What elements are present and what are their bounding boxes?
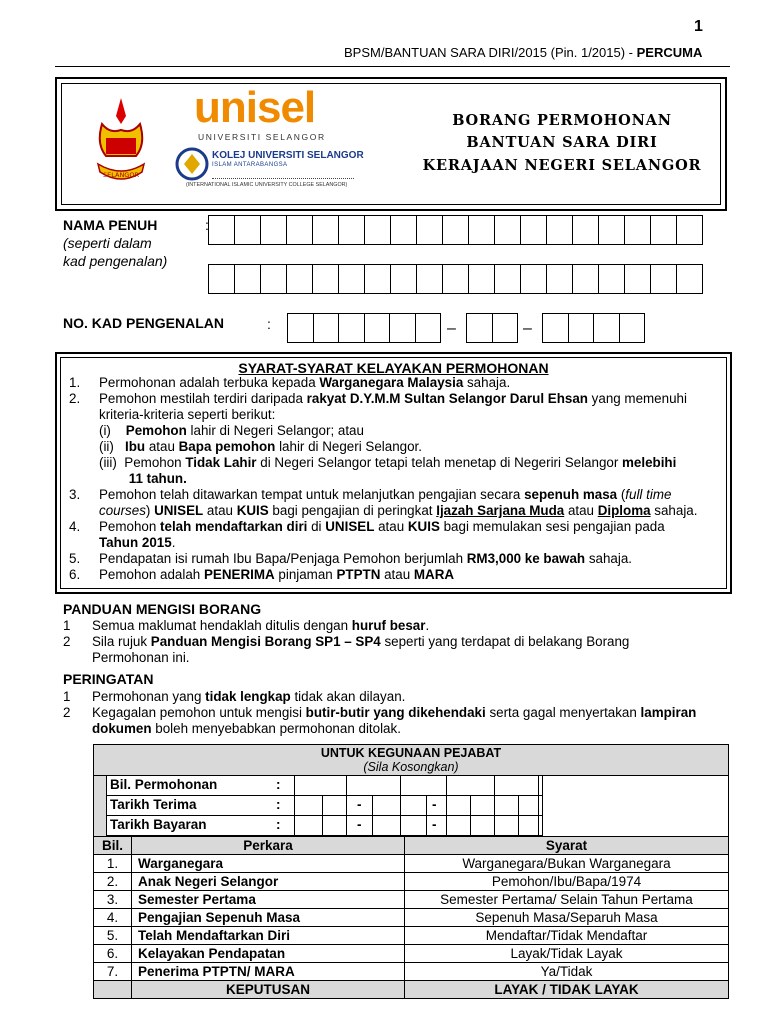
char-box[interactable] xyxy=(624,215,651,245)
requirement-text: Permohonan adalah terbuka kepada Warganegara Malaysia sahaja. xyxy=(99,375,511,390)
ic-dash-1: – xyxy=(447,320,456,337)
office-row-divider xyxy=(106,835,542,836)
char-box[interactable] xyxy=(650,264,677,294)
requirement-item xyxy=(65,487,721,503)
requirements-box xyxy=(55,352,732,594)
char-box[interactable] xyxy=(442,264,469,294)
char-box[interactable] xyxy=(260,264,287,294)
guide-list xyxy=(63,618,723,666)
char-box[interactable] xyxy=(494,264,521,294)
char-box[interactable] xyxy=(364,264,391,294)
row-syarat[interactable]: Warganegara/Bukan Warganegara xyxy=(405,855,729,873)
char-box[interactable] xyxy=(546,264,573,294)
office-input-box[interactable] xyxy=(538,776,539,796)
char-box[interactable] xyxy=(572,215,599,245)
row-syarat[interactable]: Semester Pertama/ Selain Tahun Pertama xyxy=(405,891,729,909)
office-input-box[interactable] xyxy=(494,816,520,836)
name-boxes-row-1[interactable] xyxy=(208,215,702,245)
office-input-box[interactable] xyxy=(446,816,472,836)
char-box[interactable] xyxy=(466,313,493,343)
requirement-item xyxy=(65,519,721,535)
office-input-box[interactable] xyxy=(322,796,348,816)
office-input-box[interactable] xyxy=(446,776,494,796)
row-perkara: Kelayakan Pendapatan xyxy=(132,945,405,963)
char-box[interactable] xyxy=(234,215,261,245)
table-row xyxy=(94,891,729,909)
office-input-box[interactable] xyxy=(400,816,426,836)
table-row xyxy=(94,909,729,927)
char-box[interactable] xyxy=(313,313,340,343)
char-box[interactable] xyxy=(234,264,261,294)
char-box[interactable] xyxy=(593,313,620,343)
requirement-text: Pendapatan isi rumah Ibu Bapa/Penjaga Pemohon berjumlah RM3,000 ke bawah sahaja. xyxy=(99,551,632,566)
head-bil: Bil. xyxy=(94,837,132,855)
office-input-box[interactable] xyxy=(372,816,398,836)
office-row-colon: : xyxy=(276,797,281,812)
char-box[interactable] xyxy=(208,264,235,294)
char-box[interactable] xyxy=(390,215,417,245)
requirement-item xyxy=(65,455,721,471)
decision-empty xyxy=(94,981,132,999)
ic-label: NO. KAD PENGENALAN xyxy=(63,315,225,331)
requirement-text: Pemohon telah mendaftarkan diri di UNISEL atau KUIS bagi memulakan sesi pengajian pada xyxy=(99,519,665,534)
requirement-item xyxy=(65,375,721,391)
row-perkara: Semester Pertama xyxy=(132,891,405,909)
char-box[interactable] xyxy=(520,264,547,294)
warning-text: Permohonan yang tidak lengkap tidak akan dilayan. xyxy=(92,689,406,704)
requirements-list xyxy=(65,375,721,583)
warning-list xyxy=(63,689,723,737)
office-input-box[interactable] xyxy=(400,776,446,796)
top-rule xyxy=(55,66,730,67)
office-input-box[interactable] xyxy=(470,796,496,816)
requirement-text: (ii) Ibu atau Bapa pemohon lahir di Negeri Selangor. xyxy=(99,439,422,454)
char-box[interactable] xyxy=(598,215,625,245)
row-bil: 1. xyxy=(94,855,132,873)
warning-number: 2 xyxy=(63,705,71,720)
form-code-text: BPSM/BANTUAN SARA DIRI/2015 (Pin. 1/2015) - xyxy=(344,45,637,60)
ic-dash-2: – xyxy=(523,320,532,337)
table-row xyxy=(94,945,729,963)
char-box[interactable] xyxy=(494,215,521,245)
char-box[interactable] xyxy=(416,264,443,294)
office-input-box[interactable] xyxy=(494,796,520,816)
office-input-box[interactable] xyxy=(446,796,472,816)
page-number: 1 xyxy=(694,18,703,35)
guide-item xyxy=(63,618,723,634)
selangor-crest-icon xyxy=(88,94,154,194)
kuis-emblem-icon xyxy=(174,146,210,182)
requirement-item xyxy=(65,407,721,423)
char-box[interactable] xyxy=(287,313,314,343)
char-box[interactable] xyxy=(676,264,703,294)
office-date-separator: - xyxy=(432,817,437,832)
kuis-logo-english: (INTERNATIONAL ISLAMIC UNIVERSITY COLLEGE SELANGOR) xyxy=(186,182,348,188)
row-bil: 2. xyxy=(94,873,132,891)
office-date-separator: - xyxy=(357,817,362,832)
office-input-box[interactable] xyxy=(322,816,348,836)
ic-boxes-part-1[interactable] xyxy=(287,313,440,343)
row-bil: 6. xyxy=(94,945,132,963)
guide-number: 1 xyxy=(63,618,71,633)
office-meta-cell xyxy=(94,776,729,837)
char-box[interactable] xyxy=(546,215,573,245)
char-box[interactable] xyxy=(286,264,313,294)
name-colon: : xyxy=(205,217,209,233)
requirement-text: (i) Pemohon lahir di Negeri Selangor; atau xyxy=(99,423,364,438)
crest-label: SELANGOR xyxy=(103,171,139,179)
requirement-item xyxy=(65,439,721,455)
char-box[interactable] xyxy=(568,313,595,343)
kuis-logo-subtitle: ISLAM ANTARABANGSA xyxy=(212,162,288,168)
office-title-cell xyxy=(94,745,729,776)
requirement-text: courses) UNISEL atau KUIS bagi pengajian di peringkat Ijazah Sarjana Muda atau Diploma sahaja. xyxy=(99,503,698,518)
row-perkara: Telah Mendaftarkan Diri xyxy=(132,927,405,945)
office-input-box[interactable] xyxy=(470,816,496,836)
office-input-box[interactable] xyxy=(294,816,320,836)
unisel-logo: unisel xyxy=(194,83,316,132)
form-code-free: PERCUMA xyxy=(636,45,703,60)
name-hint-2: kad pengenalan) xyxy=(63,253,168,269)
row-syarat[interactable]: Mendaftar/Tidak Mendaftar xyxy=(405,927,729,945)
warning-item xyxy=(63,721,723,737)
char-box[interactable] xyxy=(338,313,365,343)
char-box[interactable] xyxy=(338,215,365,245)
office-input-box[interactable] xyxy=(400,796,426,816)
row-perkara: Anak Negeri Selangor xyxy=(132,873,405,891)
office-input-box[interactable] xyxy=(346,776,400,796)
requirement-item xyxy=(65,391,721,407)
requirement-text: kriteria-kriteria seperti berikut: xyxy=(99,407,276,422)
char-box[interactable] xyxy=(542,313,569,343)
char-box[interactable] xyxy=(390,264,417,294)
warning-text: dokumen boleh menyebabkan permohonan ditolak. xyxy=(92,721,401,736)
char-box[interactable] xyxy=(520,215,547,245)
table-row xyxy=(94,927,729,945)
char-box[interactable] xyxy=(492,313,519,343)
guide-item xyxy=(63,634,723,650)
requirement-item xyxy=(65,423,721,439)
office-row-colon: : xyxy=(276,817,281,832)
requirements-title: SYARAT-SYARAT KELAYAKAN PERMOHONAN xyxy=(238,360,549,376)
title-line-3: KERAJAAN NEGERI SELANGOR xyxy=(422,157,702,174)
row-bil: 7. xyxy=(94,963,132,981)
row-perkara: Pengajian Sepenuh Masa xyxy=(132,909,405,927)
guide-item xyxy=(63,650,723,666)
requirement-text: 11 tahun. xyxy=(128,471,187,486)
char-box[interactable] xyxy=(364,215,391,245)
char-box[interactable] xyxy=(624,264,651,294)
office-input-box[interactable] xyxy=(294,796,320,816)
ic-boxes-part-2[interactable] xyxy=(466,313,517,343)
office-meta-edge xyxy=(542,776,543,836)
char-box[interactable] xyxy=(312,215,339,245)
char-box[interactable] xyxy=(468,264,495,294)
char-box[interactable] xyxy=(650,215,677,245)
requirement-item xyxy=(65,503,721,519)
char-box[interactable] xyxy=(415,313,442,343)
office-title: UNTUK KEGUNAAN PEJABAT xyxy=(320,746,502,760)
name-boxes-row-2[interactable] xyxy=(208,264,702,294)
requirement-number: 6. xyxy=(69,567,81,582)
char-box[interactable] xyxy=(286,215,313,245)
row-syarat[interactable]: Layak/Tidak Layak xyxy=(405,945,729,963)
requirement-number: 5. xyxy=(69,551,81,566)
requirement-number: 3. xyxy=(69,487,81,502)
requirement-text: Pemohon mestilah terdiri daripada rakyat D.Y.M.M Sultan Selangor Darul Ehsan yang memenuhi xyxy=(99,391,687,406)
office-row-label: Tarikh Terima xyxy=(110,797,197,812)
warning-title: PERINGATAN xyxy=(63,671,154,687)
header-box xyxy=(55,77,727,211)
ic-colon: : xyxy=(267,316,271,332)
kuis-logo-text: KOLEJ UNIVERSITI SELANGOR xyxy=(212,150,364,161)
decision-value[interactable]: LAYAK / TIDAK LAYAK xyxy=(405,981,729,999)
office-date-separator: - xyxy=(357,797,362,812)
requirement-number: 1. xyxy=(69,375,81,390)
char-box[interactable] xyxy=(572,264,599,294)
guide-text: Semua maklumat hendaklah ditulis dengan huruf besar. xyxy=(92,618,430,633)
requirement-text: Pemohon adalah PENERIMA pinjaman PTPTN atau MARA xyxy=(99,567,455,582)
requirement-item xyxy=(65,567,721,583)
char-box[interactable] xyxy=(619,313,646,343)
office-date-separator: - xyxy=(432,797,437,812)
char-box[interactable] xyxy=(260,215,287,245)
warning-item xyxy=(63,689,723,705)
office-row-colon: : xyxy=(276,777,281,792)
table-row xyxy=(94,873,729,891)
requirement-item xyxy=(65,551,721,567)
guide-text: Permohonan ini. xyxy=(92,650,190,665)
char-box[interactable] xyxy=(338,264,365,294)
kuis-arabic-line xyxy=(212,170,354,179)
row-bil: 3. xyxy=(94,891,132,909)
requirement-text: Tahun 2015. xyxy=(99,535,176,550)
decision-label: KEPUTUSAN xyxy=(132,981,405,999)
form-code xyxy=(344,45,702,60)
office-use-table xyxy=(93,744,729,999)
char-box[interactable] xyxy=(312,264,339,294)
char-box[interactable] xyxy=(364,313,391,343)
title-line-1: BORANG PERMOHONAN xyxy=(452,112,672,129)
row-bil: 4. xyxy=(94,909,132,927)
char-box[interactable] xyxy=(598,264,625,294)
row-syarat[interactable]: Ya/Tidak xyxy=(405,963,729,981)
row-syarat[interactable]: Sepenuh Masa/Separuh Masa xyxy=(405,909,729,927)
requirement-text: Pemohon telah ditawarkan tempat untuk melanjutkan pengajian secara sepenuh masa (full time xyxy=(99,487,672,502)
row-bil: 5. xyxy=(94,927,132,945)
guide-number: 2 xyxy=(63,634,71,649)
row-syarat[interactable]: Pemohon/Ibu/Bapa/1974 xyxy=(405,873,729,891)
requirement-number: 2. xyxy=(69,391,81,406)
head-syarat: Syarat xyxy=(405,837,729,855)
requirement-item xyxy=(65,471,721,487)
warning-number: 1 xyxy=(63,689,71,704)
guide-text: Sila rujuk Panduan Mengisi Borang SP1 – SP4 seperti yang terdapat di belakang Borang xyxy=(92,634,630,649)
head-perkara: Perkara xyxy=(132,837,405,855)
char-box[interactable] xyxy=(468,215,495,245)
office-input-box[interactable] xyxy=(372,796,398,816)
requirement-text: (iii) Pemohon Tidak Lahir di Negeri Selangor tetapi telah menetap di Negeriri Selangor melebihi xyxy=(99,455,677,470)
ic-boxes-part-3[interactable] xyxy=(542,313,644,343)
char-box[interactable] xyxy=(389,313,416,343)
office-input-box[interactable] xyxy=(294,776,346,796)
office-input-box[interactable] xyxy=(494,776,538,796)
table-row xyxy=(94,855,729,873)
char-box[interactable] xyxy=(208,215,235,245)
office-row-label: Bil. Permohonan xyxy=(110,777,218,792)
guide-title: PANDUAN MENGISI BORANG xyxy=(63,601,262,617)
row-perkara: Penerima PTPTN/ MARA xyxy=(132,963,405,981)
title-line-2: BANTUAN SARA DIRI xyxy=(466,134,658,151)
warning-item xyxy=(63,705,723,721)
char-box[interactable] xyxy=(442,215,469,245)
row-perkara: Warganegara xyxy=(132,855,405,873)
office-subtitle: (Sila Kosongkan) xyxy=(363,760,459,774)
office-row-label: Tarikh Bayaran xyxy=(110,817,207,832)
name-hint-1: (seperti dalam xyxy=(63,235,152,251)
requirement-item xyxy=(65,535,721,551)
unisel-logo-subtitle: UNIVERSITI SELANGOR xyxy=(198,132,326,142)
char-box[interactable] xyxy=(416,215,443,245)
table-row xyxy=(94,963,729,981)
requirement-number: 4. xyxy=(69,519,81,534)
warning-text: Kegagalan pemohon untuk mengisi butir-butir yang dikehendaki serta gagal menyertakan lampiran xyxy=(92,705,697,720)
name-label: NAMA PENUH xyxy=(63,217,158,233)
char-box[interactable] xyxy=(676,215,703,245)
